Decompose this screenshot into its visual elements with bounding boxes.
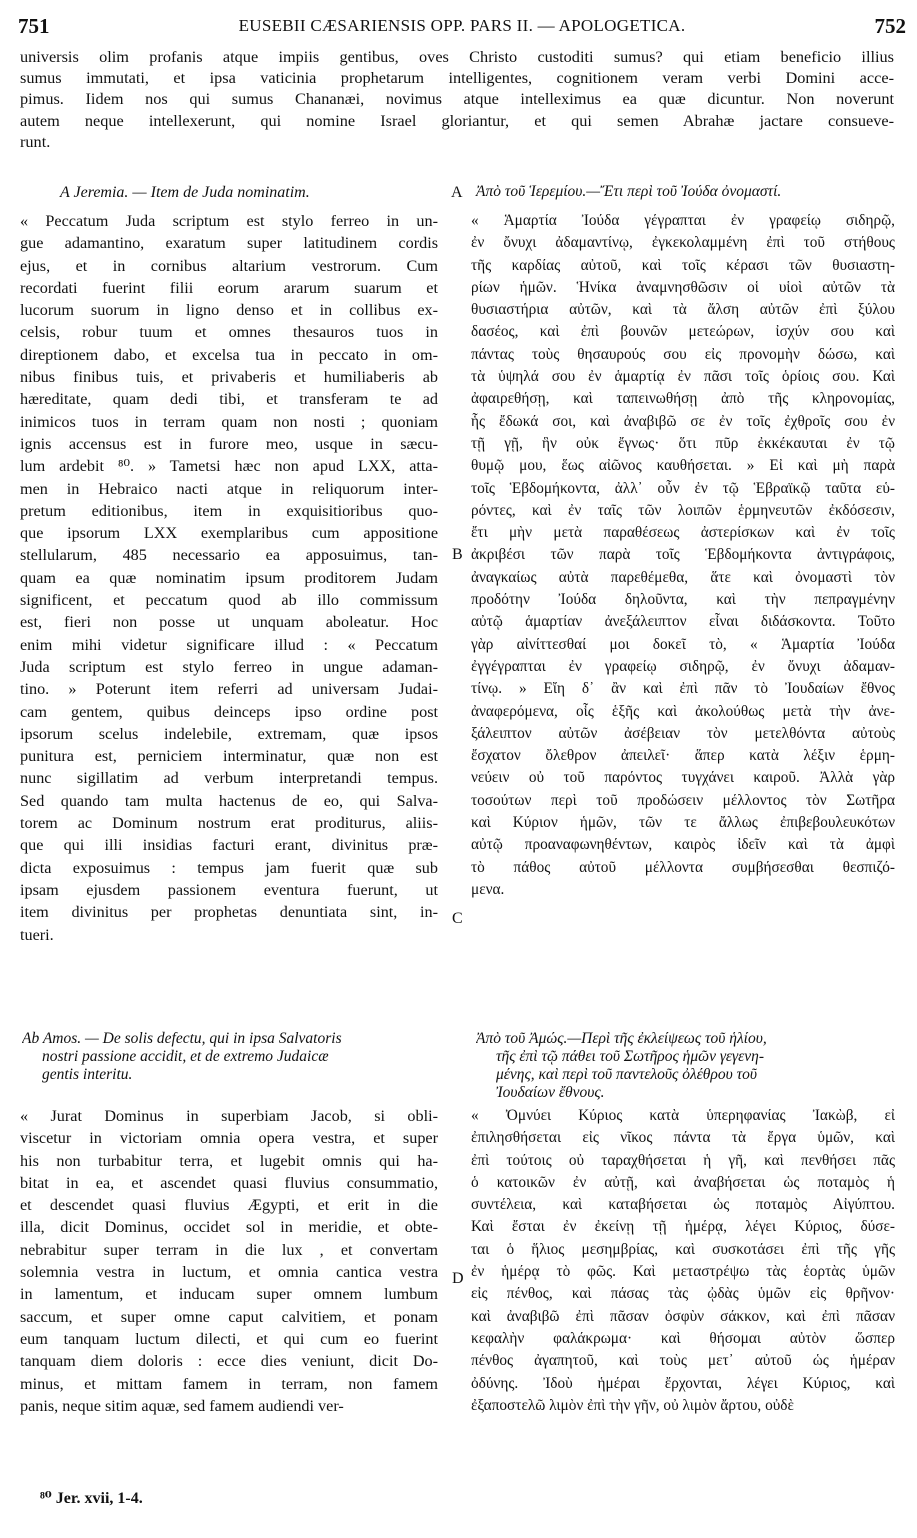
text-line: τὸ πάθος αὐτοῦ μέλλοντα συμβήσεσθαι θεσπιζό- <box>471 858 895 876</box>
text-line: ται ὁ ἥλιος μεσημβρίας, καὶ συσκοτάσει ἐπὶ τῆς γῆς <box>471 1240 895 1258</box>
running-header <box>18 14 906 40</box>
text-line: δασέος, καὶ ἐπὶ βουνῶν μετεώρων, ἰσχύν σου καὶ <box>471 323 895 341</box>
text-line: panis, neque sitim aquæ, sed famem audiendi ver- <box>20 1396 344 1415</box>
text-line: μένης, καὶ περὶ τοῦ παντελοῦς ὀλέθρου τοῦ <box>496 1066 757 1083</box>
right-page-number: 752 <box>874 14 906 38</box>
text-line: ὁ κατοικῶν ἐν αὐτῇ, καὶ ἀναβήσεται ὡς ποταμὸς ἡ <box>471 1173 895 1191</box>
text-line: τοῖς Ἑβδομήκοντα, ἀλλ᾿ οὖν ἐν τῷ Ἑβραϊκῷ ταῦτα εὑ- <box>471 479 895 497</box>
text-line: τῇ γῇ, ἣν οὐκ ἔγνως· ὅτι πῦρ ἐκκέκαυται ἐν τῷ <box>471 434 895 452</box>
text-line: ἀναφερόμενα, οἷς ἑξῆς καὶ ἀκολούθως μετὰ τὴν ἀνε- <box>471 702 895 720</box>
text-line: ἐγγέγραπται ἐν γραφείῳ σιδηρῷ, ἐν ὄνυχι ἀδαμαν- <box>471 657 895 675</box>
footnote: ⁸⁰ Jer. xvii, 1-4. <box>40 1490 143 1507</box>
text-line: συντέλεια, καὶ καταβήσεται ὡς ποταμὸς Αἰγύπτου. <box>471 1196 895 1214</box>
text-line: lum ardebit ⁸⁰. » Tametsi hæc non apud LXX, atta- <box>20 457 438 476</box>
text-line: ἐπιλησθήσεται εἰς νῖκος πάντα τὰ ἔργα ὑμῶν, καὶ <box>471 1129 895 1147</box>
text-line: ξάλειπτον αὐτῶν ἀσέβειαν τὸν μετελθόντα αὐτοὺς <box>471 724 895 742</box>
text-line: enim mihi videtur significare illud : « Peccatum <box>20 635 438 654</box>
text-line: que ipsorum LXX exemplaribus cum appositione <box>20 524 438 543</box>
text-line: nunc sigillatim ad verbum interpretandi tempus. <box>20 769 438 788</box>
text-line: τῆς ἐπὶ τῷ πάθει τοῦ Σωτῆρος ἡμῶν γεγενη- <box>496 1048 764 1065</box>
text-line: κεφαλὴν φαλάκρωμα· καὶ θήσομαι αὐτὸν ὥσπερ <box>471 1329 895 1347</box>
text-line: ignis accensus est in furore meo, usque in sæcu- <box>20 434 438 453</box>
text-line: πάντας τοὺς θησαυρούς σου εἰς προνομὴν δώσω, καὶ <box>471 345 895 363</box>
text-line: pretum editionibus, item in exquisitioribus quo- <box>20 501 438 520</box>
text-line: men in Hebraico nacti atque in reliquorum inter- <box>20 479 438 498</box>
text-line: τῆς καρδίας αὐτοῦ, καὶ τοῖς κέρασι τῶν θυσιαστη- <box>471 256 895 274</box>
text-line: ἀκριβέσι τῶν παρὰ τοῖς Ἑβδομήκοντα ἀντιγράφοις, <box>471 546 895 564</box>
text-line: πένθος ἀγαπητοῦ, καὶ τοὺς μετ᾿ αὐτοῦ ὡς ἡμέραν <box>471 1352 895 1370</box>
text-line: ἐπὶ τούτοις οὐ ταραχθήσεται ἡ γῆ, καὶ πενθήσει πᾶς <box>471 1151 895 1169</box>
text-line: celsis, robur tuum et omnes thesauros tuos in <box>20 323 438 342</box>
text-line: universis olim profanis atque impiis gentibus, oves Christo custoditi sumus? qui etiam beneficio illius <box>20 47 894 66</box>
text-line: ρόντες, καὶ ἐν ταῖς τῶν λοιπῶν ἑρμηνευτῶν ἐκδόσεσιν, <box>471 501 895 519</box>
text-line: θυμῷ μου, ἕως αἰῶνος καυθήσεται. » Εἰ καὶ μὴ παρὰ <box>471 457 895 475</box>
text-line: recordati fuerint filii eorum ararum suarum et <box>20 278 438 297</box>
text-line: stellularum, 485 necessario ea apposuimus, tan- <box>20 546 438 565</box>
text-line: ἔτι μὴν μετὰ παραθέσεως ἀστερίσκων καὶ ἐν τοῖς <box>471 524 895 542</box>
text-line: sumus immutati, et ipsa vaticinia prophetarum intelligentes, cognitionem veram verbi Domini acce- <box>20 68 894 88</box>
text-line: Juda scriptum est stylo ferreo in ungue adaman- <box>20 657 438 676</box>
text-line: αὐτῷ ἁμαρτίαν ἀνεξάλειπτον εἶναι διδάσκοντα. Τοῦτο <box>471 613 895 631</box>
text-line: tueri. <box>20 925 54 944</box>
left-page-number: 751 <box>18 14 50 38</box>
text-line: eum tanquam luctum dilecti, et qui cum eo fuerint <box>20 1329 438 1348</box>
text-line: καὶ ἀναβιβῶ ἐπὶ πᾶσαν ὀσφὺν σάκκον, καὶ ἐπὶ πᾶσαν <box>471 1307 895 1325</box>
text-line: « Peccatum Juda scriptum est stylo ferreo in un- <box>20 212 438 230</box>
text-line: punitura est, perniciem interminatur, quæ non est <box>20 747 438 766</box>
text-line: solemnia vestra in luctum, et omnia cantica vestra <box>20 1263 438 1282</box>
text-line: tino. » Poterunt item referri ad universam Judai- <box>20 680 438 699</box>
text-line: illa, dicit Dominus, occidet sol in meridie, et obte- <box>20 1218 438 1237</box>
intro-paragraph <box>20 46 894 152</box>
text-line: ἔσχατον ὄλεθρον ἀπειλεῖ· ἅπερ κατὰ λέξιν ἑρμη- <box>471 747 895 765</box>
text-line: μενα. <box>471 880 505 898</box>
section1-greek-text <box>471 210 895 901</box>
text-line: εἰς πένθος, καὶ πάσας τὰς ᾠδὰς ὑμῶν εἰς θρῆνον· <box>471 1285 895 1303</box>
text-line: νεύειν οὐ τοῦ παρόντος τυγχάνει καιροῦ. Ἀλλὰ γὰρ <box>471 769 895 787</box>
running-title: EUSEBII CÆSARIENSIS OPP. PARS II. — APOLOGETICA. <box>238 16 686 35</box>
text-line: τίνῳ. » Εἴη δ᾿ ἂν καὶ ἐπὶ πᾶν τὸ Ἰουδαίων ἔθνος <box>471 680 895 698</box>
section2-latin-heading <box>22 1030 442 1084</box>
text-line: gue adamantino, exaratum super latitudinem cordis <box>20 234 438 253</box>
text-line: προδότην Ἰούδα δηλοῦντα, καὶ τὴν πεπραγμένην <box>471 591 895 609</box>
text-line: bitat in ea, et ascendet quasi fluvius consummatio, <box>20 1173 438 1192</box>
text-line: Καὶ ἔσται ἐν ἐκείνῃ τῇ ἡμέρᾳ, λέγει Κύριος, δύσε- <box>471 1218 895 1236</box>
text-line: direptionem dabo, et excelsa tua in peccato in om- <box>20 345 438 364</box>
margin-letter-c: C <box>452 910 463 927</box>
text-line: « Ἁμαρτία Ἰούδα γέγραπται ἐν γραφείῳ σιδηρῷ, <box>471 212 895 229</box>
text-line: ejus, et in cornibus altarium vestrorum. Cum <box>20 256 438 275</box>
section2-greek-text <box>471 1105 895 1417</box>
text-line: runt. <box>20 131 51 151</box>
text-line: Ab Amos. — De solis defectu, qui in ipsa Salvatoris <box>22 1030 342 1047</box>
text-line: saccum, et super omne caput calvitiem, et ponam <box>20 1307 438 1326</box>
section2-greek-heading <box>476 1030 900 1102</box>
margin-letter-d: D <box>452 1270 464 1287</box>
text-line: viscetur in victoriam omnia opera vestra, et super <box>20 1129 438 1148</box>
text-line: ἐξαποστελῶ λιμὸν ἐπὶ τὴν γῆν, οὐ λιμὸν ἄρτου, οὐδὲ <box>471 1396 794 1414</box>
text-line: inimicos tuos in terram quam non nosti ; quoniam <box>20 412 438 431</box>
text-line: hæreditate, quam dedi tibi, et transferam te ad <box>20 390 438 409</box>
text-line: torem ac Dominum nostrum erat proditurus, aliis- <box>20 814 438 833</box>
text-line: ἧς ἔδωκά σοι, καὶ ἀναβιβῶ σε ἐν τοῖς ἐχθροῖς σου ἐν <box>471 412 895 430</box>
text-line: gentis interitu. <box>42 1066 133 1083</box>
section1-latin-heading: A Jeremia. — Item de Juda nominatim. <box>60 184 310 201</box>
text-line: nebrabitur super terram in die lux , et convertam <box>20 1240 438 1259</box>
text-line: ρίων ἡμῶν. Ἡνίκα ἀναμνησθῶσιν οἱ υἱοὶ αὐτῶν τὰ <box>471 278 895 296</box>
text-line: ἀφαιρεθήσῃ, καὶ ταπεινωθήσῃ ἀπὸ τῆς κληρονομίας, <box>471 390 895 408</box>
text-line: ἀναγκαίως αὐτὰ παρεθέμεθα, ἅτε καὶ ὀνομαστὶ τὸν <box>471 568 895 586</box>
text-line: αὐτῷ προαναφωνηθέντων, καιρὸς ἰδεῖν καὶ τὰ ἀμφὶ <box>471 836 895 854</box>
text-line: his non turbabitur terra, et lugebit omnis qui ha- <box>20 1151 438 1170</box>
text-line: et descendet quasi fluvius Ægypti, et erit in die <box>20 1196 438 1215</box>
text-line: nibus finibus tuis, et privaberis et humiliaberis ab <box>20 368 438 387</box>
text-line: nostri passione accidit, et de extremo Judaicæ <box>42 1048 329 1065</box>
text-line: Ἰουδαίων ἔθνους. <box>496 1084 605 1101</box>
text-line: lucorum suorum in ligno denso et in collibus ex- <box>20 301 438 320</box>
text-line: minus, et mittam famem in terram, non famem <box>20 1374 438 1393</box>
text-line: que qui illi insidias facturi erant, divinitus præ- <box>20 836 438 855</box>
text-line: τὰ ὑψηλά σου ἐν ἁμαρτίᾳ ἐν πᾶσι τοῖς ὁρίοις σου. Καὶ <box>471 368 895 386</box>
text-line: τοσούτων περὶ τοῦ προδώσειν μέλλοντος τὸν Σωτῆρα <box>471 791 895 809</box>
text-line: cam gentem, quibus deinceps ipso ordine post <box>20 702 438 721</box>
text-line: ὀδύνης. Ἰδοὺ ἡμέραι ἔρχονται, λέγει Κύριος, καὶ <box>471 1374 895 1392</box>
text-line: dicta exposuimus : tempus jam fuerit quæ sub <box>20 858 438 877</box>
text-line: quam ea quæ nominatim ipsum proditorem Judam <box>20 568 438 587</box>
text-line: in lamentum, et inducam super omnem lumbum <box>20 1285 438 1304</box>
text-line: ἐν ὄνυχι ἀδαμαντίνῳ, ἐγκεκολαμμένη ἐπὶ τοῦ στήθους <box>471 234 895 252</box>
text-line: Sed quando tam multa hactenus de eo, qui Salva- <box>20 791 438 810</box>
text-line: « Ὀμνύει Κύριος κατὰ ὑπερηφανίας Ἰακὼβ, εἰ <box>471 1107 895 1124</box>
text-line: θυσιαστήρια αὐτῶν, καὶ τὰ ἄλση αὐτῶν ἐπὶ ξύλου <box>471 301 895 319</box>
text-line: ipsorum scelus indelebile, extremam, quæ ipsos <box>20 724 438 743</box>
margin-letter-b: B <box>452 546 463 563</box>
text-line: pimus. Iidem nos qui sumus Chananæi, novimus atque intelleximus ea quæ dicuntur. Non noverunt <box>20 89 894 109</box>
text-line: tanquam diem doloris : ecce dies veniunt, dicit Do- <box>20 1352 438 1371</box>
text-line: καὶ Κύριον ἡμῶν, τῶν τε ἄλλως ἐπιβεβουλευκότων <box>471 814 895 832</box>
text-line: est, fieri non posse ut unquam aboleatur. Hoc <box>20 613 438 632</box>
section2-latin-text <box>20 1105 438 1417</box>
text-line: significent, et peccatum quod ab illo commissum <box>20 591 438 610</box>
text-line: ipsam ejusdem passionem eventura fuerunt, ut <box>20 880 438 899</box>
text-line: autem neque intellexerunt, qui nomine Israel gloriantur, et qui semen Abrahæ jactare consueve- <box>20 110 894 130</box>
text-line: γὰρ αἰνίττεσθαί μοι δοκεῖ τὸ, « Ἁμαρτία Ἰούδα <box>471 635 895 653</box>
section1-greek-heading: Ἀπὸ τοῦ Ἱερεμίου.—Ἔτι περὶ τοῦ Ἰούδα ὀνομαστί. <box>476 183 782 200</box>
margin-letter-a: A <box>451 184 463 201</box>
text-line: « Jurat Dominus in superbiam Jacob, si obli- <box>20 1107 438 1125</box>
text-line: ἐν ἡμέρᾳ τὸ φῶς. Καὶ μεταστρέψω τὰς ἑορτὰς ὑμῶν <box>471 1263 895 1281</box>
text-line: item divinitus per prophetas denuntiata sint, in- <box>20 903 438 922</box>
section1-latin-text <box>20 210 438 946</box>
text-line: Ἀπὸ τοῦ Ἀμώς.—Περὶ τῆς ἐκλείψεως τοῦ ἡλίου, <box>476 1030 767 1047</box>
